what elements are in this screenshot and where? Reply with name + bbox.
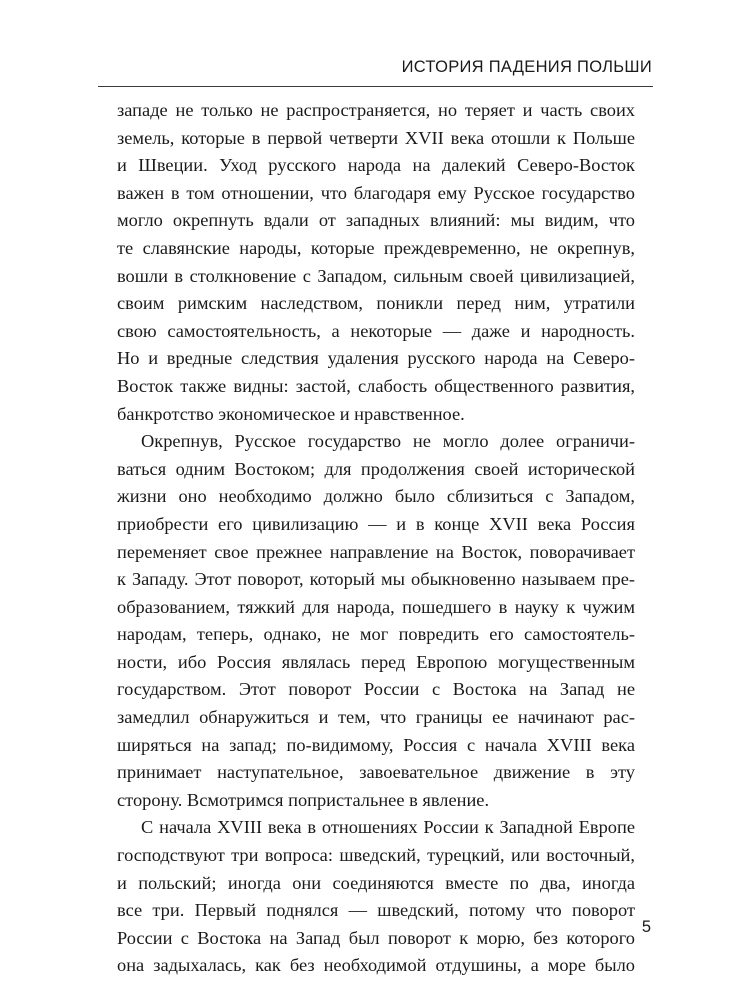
text-line: Восток также видны: застой, слабость общественного развития, xyxy=(117,375,635,396)
text-line: жизни оно необходимо должно было сблизиться с Западом, xyxy=(117,486,635,507)
body-text xyxy=(117,97,635,980)
text-line: Окрепнув, Русское государство не могло долее ограничи- xyxy=(141,431,635,452)
text-line: образованием, тяжкий для народа, пошедшего в науку к чужим xyxy=(117,596,635,617)
text-line: она задыхалась, как без необходимой отдушины, а море было xyxy=(117,955,635,976)
running-head: ИСТОРИЯ ПАДЕНИЯ ПОЛЬШИ xyxy=(401,58,652,76)
text-line: ваться одним Востоком; для продолжения своей исторической xyxy=(117,458,635,479)
text-line: свою самостоятельность, а некоторые — даже и народность. xyxy=(117,320,635,341)
text-line: банкротство экономическое и нравственное. xyxy=(117,403,465,424)
text-line: переменяет свое прежнее направление на Восток, поворачивает xyxy=(117,541,635,562)
text-line: к Западу. Этот поворот, который мы обыкновенно называем пре- xyxy=(117,569,635,590)
text-line: те славянские народы, которые преждевременно, не окрепнув, xyxy=(117,237,635,258)
text-line: С начала XVIII века в отношениях России к Западной Европе xyxy=(141,817,635,838)
header-rule xyxy=(98,86,653,87)
text-line: земель, которые в первой четверти XVII века отошли к Польше xyxy=(117,127,635,148)
text-line: ширяться на запад; по-видимому, Россия с начала XVIII века xyxy=(117,734,635,755)
text-line: приобрести его цивилизацию — и в конце XVII века Россия xyxy=(117,513,635,534)
text-line: и Швеции. Уход русского народа на далекий Северо-Восток xyxy=(117,155,635,176)
text-line: западе не только не распространяется, но теряет и часть своих xyxy=(117,100,635,120)
text-line: государством. Этот поворот России с Востока на Запад не xyxy=(117,679,635,700)
page-number: 5 xyxy=(641,918,651,936)
text-line: важен в том отношении, что благодаря ему Русское государство xyxy=(117,182,635,203)
text-line: все три. Первый поднялся — шведский, потому что поворот xyxy=(117,900,635,921)
text-line: принимает наступательное, завоевательное движение в эту xyxy=(117,762,635,783)
text-line: Но и вредные следствия удаления русского народа на Северо- xyxy=(117,348,635,369)
text-line: и польский; иногда они соединяются вместе по два, иногда xyxy=(117,872,635,893)
text-line: вошли в столкновение с Западом, сильным своей цивилизацией, xyxy=(117,265,635,286)
text-line: ности, ибо Россия являлась перед Европою могущественным xyxy=(117,651,635,672)
text-line: замедлил обнаружиться и тем, что границы ее начинают рас- xyxy=(117,707,635,728)
text-line: сторону. Всмотримся попристальнее в явление. xyxy=(117,789,490,810)
text-line: народам, теперь, однако, не мог повредить его самостоятель- xyxy=(117,624,635,645)
text-line: могло окрепнуть вдали от западных влияний: мы видим, что xyxy=(117,210,635,231)
text-line: господствуют три вопроса: шведский, турецкий, или восточный, xyxy=(117,845,635,866)
text-line: России с Востока на Запад был поворот к морю, без которого xyxy=(117,927,635,948)
text-line: своим римским наследством, поникли перед ним, утратили xyxy=(117,293,635,314)
